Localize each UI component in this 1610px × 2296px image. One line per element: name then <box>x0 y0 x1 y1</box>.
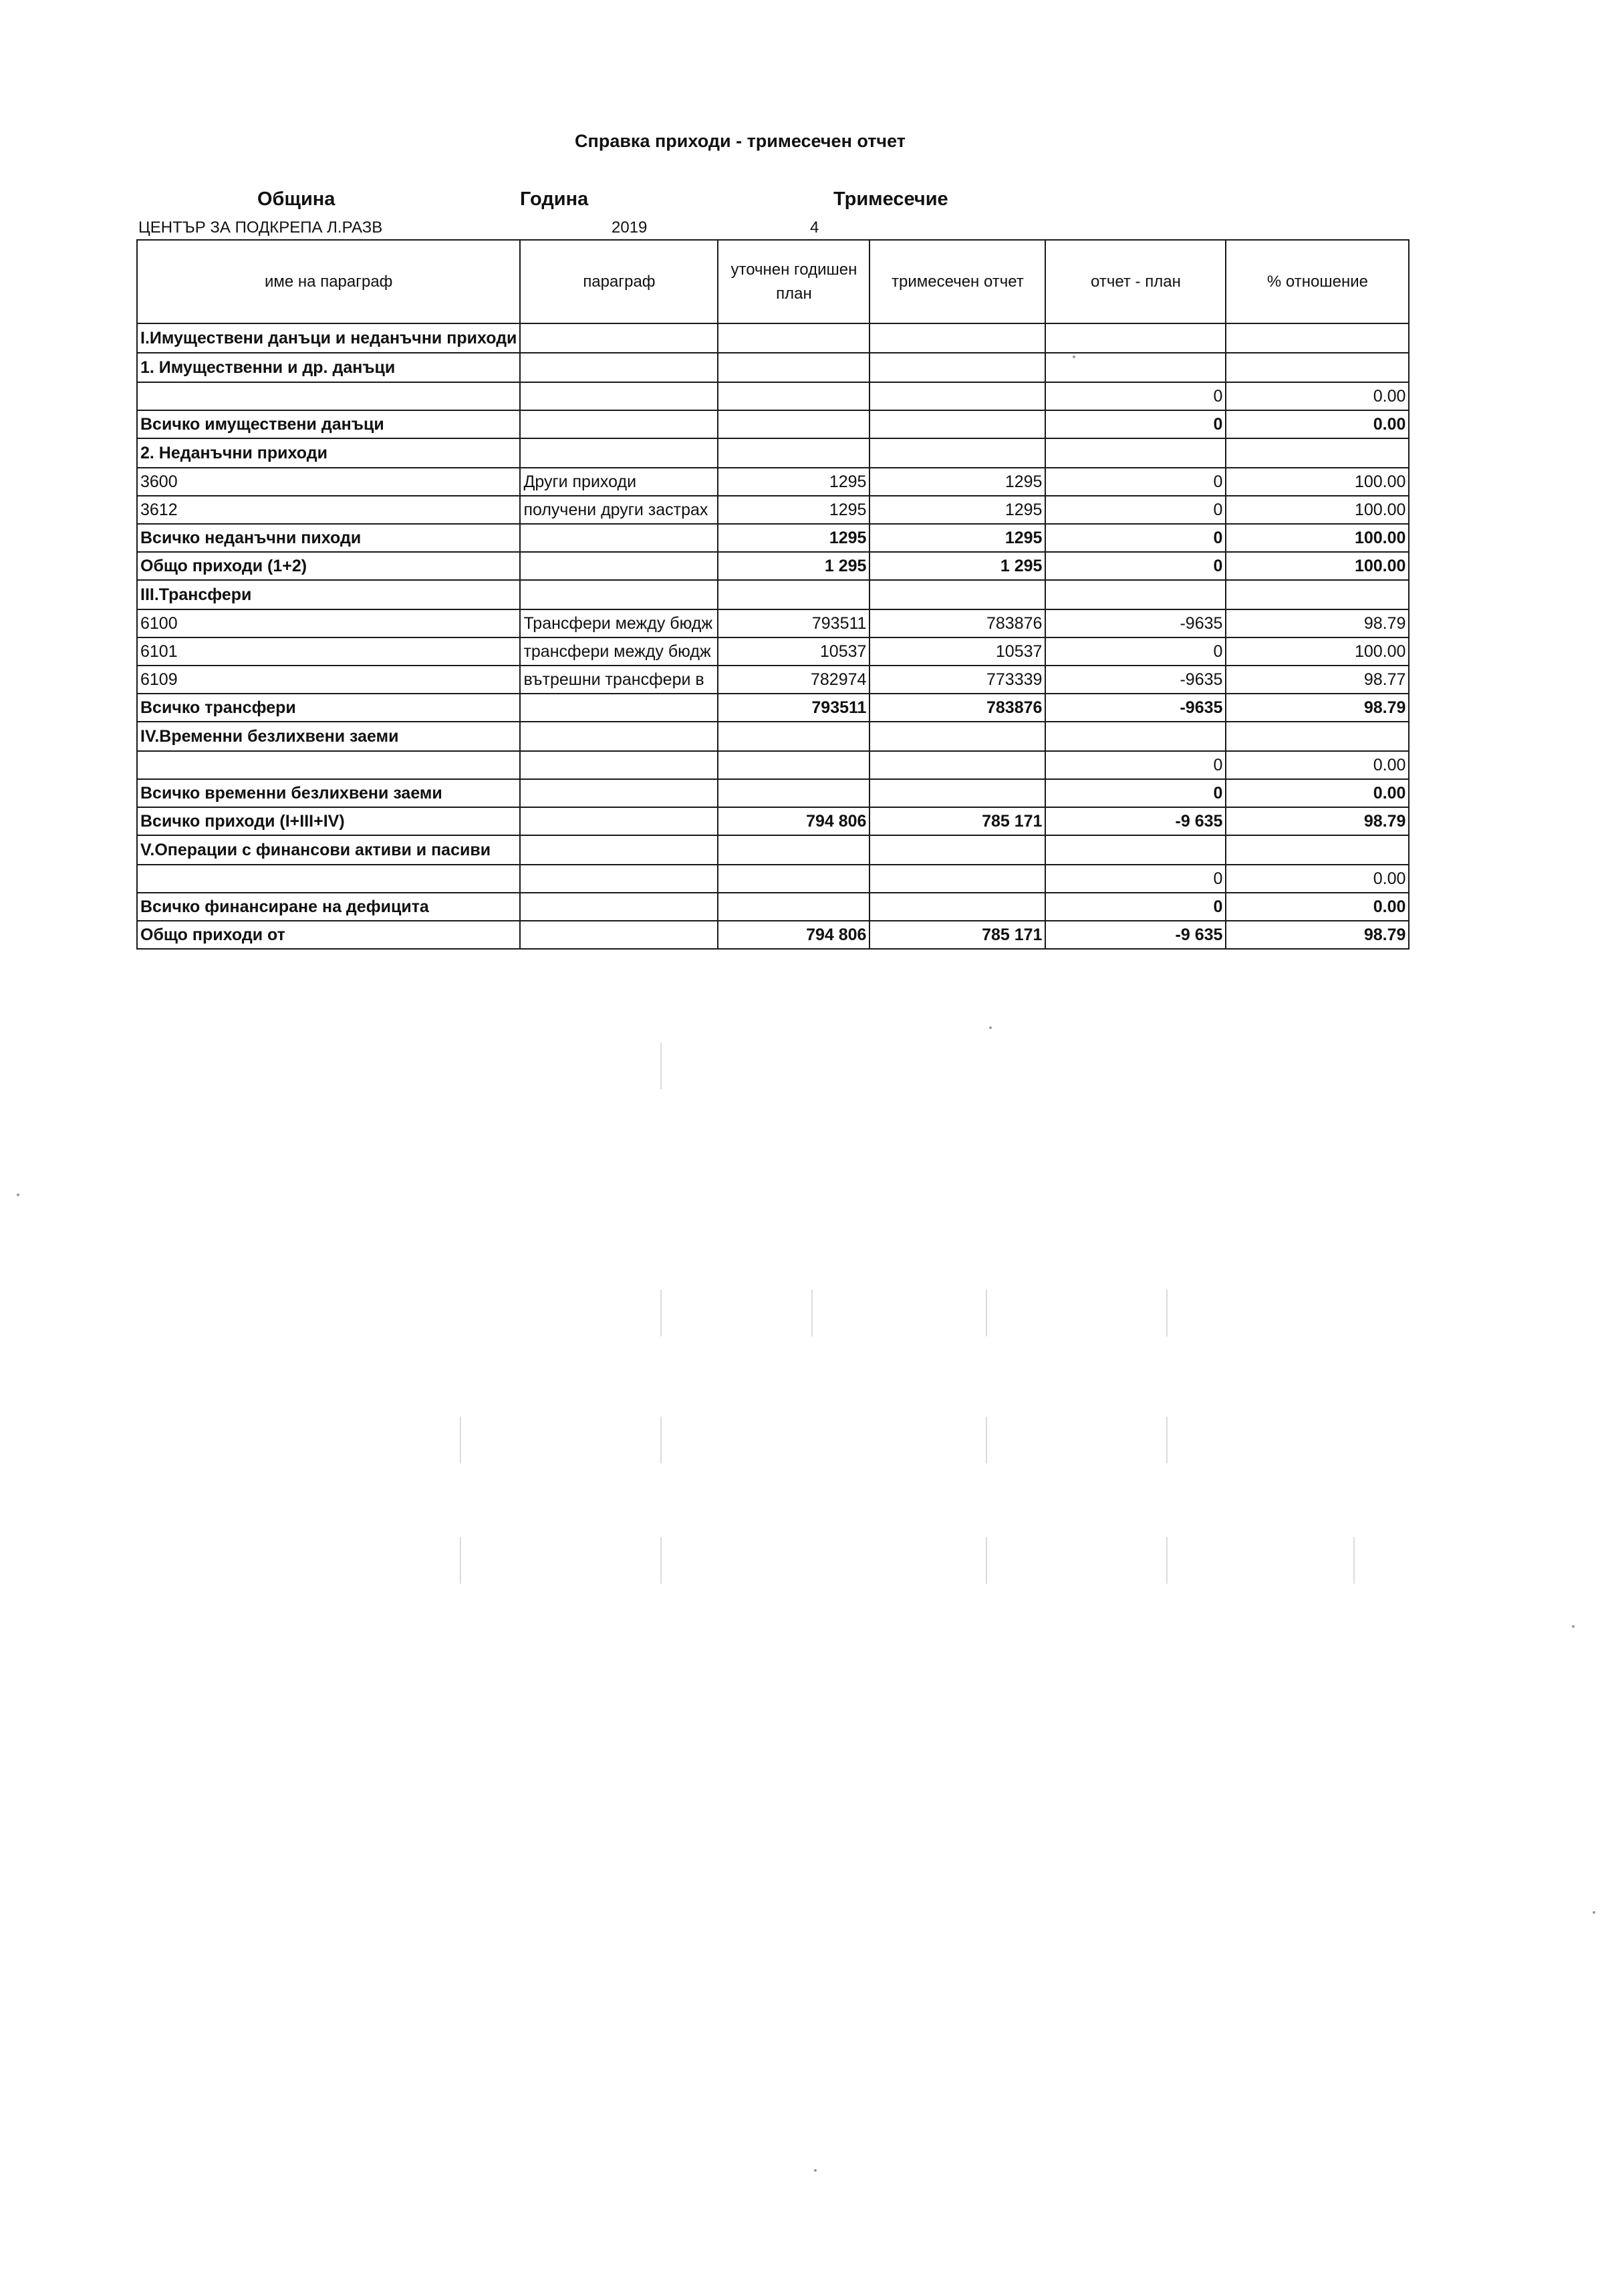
cell-report-minus-plan <box>1045 722 1226 751</box>
cell-quarterly-report: 10537 <box>869 637 1045 666</box>
cell-annual-plan: 793511 <box>718 694 869 722</box>
cell-report-minus-plan: 0 <box>1045 779 1226 807</box>
table-header-row <box>137 240 1409 323</box>
cell-annual-plan <box>718 865 869 893</box>
table-row <box>137 496 1409 524</box>
scan-speck <box>17 1193 19 1196</box>
cell-annual-plan <box>718 580 869 609</box>
cell-quarterly-report: 1295 <box>869 524 1045 552</box>
cell-report-minus-plan: 0 <box>1045 468 1226 496</box>
cell-percent-ratio: 100.00 <box>1226 496 1409 524</box>
cell-report-minus-plan: 0 <box>1045 382 1226 410</box>
cell-percent-ratio: 100.00 <box>1226 552 1409 580</box>
cell-report-minus-plan: 0 <box>1045 524 1226 552</box>
cell-paragraph <box>520 779 718 807</box>
cell-percent-ratio: 98.79 <box>1226 807 1409 835</box>
cell-quarterly-report: 783876 <box>869 694 1045 722</box>
cell-name: III.Трансфери <box>137 580 520 609</box>
bleed-mark <box>460 1417 461 1463</box>
cell-annual-plan <box>718 323 869 353</box>
table-row <box>137 323 1409 353</box>
table-row <box>137 353 1409 382</box>
bleed-mark <box>1166 1537 1168 1584</box>
cell-percent-ratio: 0.00 <box>1226 751 1409 779</box>
bleed-mark <box>986 1537 987 1584</box>
cell-annual-plan <box>718 722 869 751</box>
report-title: Справка приходи - тримесечен отчет <box>575 131 906 151</box>
cell-paragraph <box>520 694 718 722</box>
cell-report-minus-plan <box>1045 580 1226 609</box>
quarter-label: Тримесечие <box>833 188 948 210</box>
table-row <box>137 865 1409 893</box>
cell-percent-ratio: 0.00 <box>1226 779 1409 807</box>
cell-annual-plan: 782974 <box>718 666 869 694</box>
header-quarterly-report: тримесечен отчет <box>869 240 1045 323</box>
cell-annual-plan <box>718 353 869 382</box>
cell-quarterly-report <box>869 751 1045 779</box>
cell-quarterly-report <box>869 382 1045 410</box>
bleed-mark <box>986 1290 987 1336</box>
cell-paragraph <box>520 438 718 468</box>
cell-annual-plan: 10537 <box>718 637 869 666</box>
municipality-value: ЦЕНТЪР ЗА ПОДКРЕПА Л.РАЗВ <box>138 219 383 237</box>
year-label: Година <box>520 188 589 210</box>
cell-annual-plan <box>718 779 869 807</box>
cell-name: Всичко имуществени данъци <box>137 410 520 438</box>
table-row <box>137 410 1409 438</box>
bleed-mark <box>811 1290 813 1336</box>
cell-report-minus-plan: 0 <box>1045 751 1226 779</box>
cell-percent-ratio <box>1226 580 1409 609</box>
cell-annual-plan: 1295 <box>718 468 869 496</box>
cell-annual-plan <box>718 382 869 410</box>
cell-quarterly-report <box>869 722 1045 751</box>
cell-name: 3612 <box>137 496 520 524</box>
cell-report-minus-plan: 0 <box>1045 893 1226 921</box>
cell-paragraph <box>520 524 718 552</box>
table-row <box>137 382 1409 410</box>
cell-name: 2. Неданъчни приходи <box>137 438 520 468</box>
cell-report-minus-plan <box>1045 323 1226 353</box>
cell-percent-ratio: 98.77 <box>1226 666 1409 694</box>
cell-name: 1. Имущественни и др. данъци <box>137 353 520 382</box>
cell-name: I.Имуществени данъци и неданъчни приходи <box>137 323 520 353</box>
cell-report-minus-plan <box>1045 835 1226 865</box>
cell-name <box>137 865 520 893</box>
cell-percent-ratio: 98.79 <box>1226 609 1409 637</box>
municipality-label: Община <box>257 188 336 210</box>
table-row <box>137 552 1409 580</box>
cell-paragraph <box>520 722 718 751</box>
cell-annual-plan <box>718 410 869 438</box>
header-paragraph: параграф <box>520 240 718 323</box>
cell-quarterly-report <box>869 580 1045 609</box>
table-row <box>137 694 1409 722</box>
cell-paragraph <box>520 751 718 779</box>
bleed-mark <box>660 1042 662 1089</box>
bleed-mark <box>986 1417 987 1463</box>
table-row <box>137 779 1409 807</box>
cell-paragraph <box>520 807 718 835</box>
cell-paragraph <box>520 323 718 353</box>
cell-percent-ratio: 100.00 <box>1226 468 1409 496</box>
cell-percent-ratio <box>1226 323 1409 353</box>
cell-quarterly-report <box>869 835 1045 865</box>
cell-name <box>137 751 520 779</box>
table-row <box>137 524 1409 552</box>
cell-annual-plan: 1295 <box>718 496 869 524</box>
cell-name: Всичко приходи (I+III+IV) <box>137 807 520 835</box>
cell-name: Всичко трансфери <box>137 694 520 722</box>
table-row <box>137 666 1409 694</box>
cell-name: 6109 <box>137 666 520 694</box>
cell-name: V.Операции с финансови активи и пасиви <box>137 835 520 865</box>
cell-percent-ratio: 98.79 <box>1226 921 1409 949</box>
cell-percent-ratio: 0.00 <box>1226 893 1409 921</box>
cell-report-minus-plan: 0 <box>1045 637 1226 666</box>
header-percent-ratio: % отношение <box>1226 240 1409 323</box>
table-row <box>137 722 1409 751</box>
cell-percent-ratio <box>1226 353 1409 382</box>
cell-percent-ratio <box>1226 438 1409 468</box>
header-name: име на параграф <box>137 240 520 323</box>
cell-quarterly-report <box>869 353 1045 382</box>
table-row <box>137 438 1409 468</box>
cell-quarterly-report: 1 295 <box>869 552 1045 580</box>
cell-paragraph <box>520 893 718 921</box>
cell-quarterly-report <box>869 438 1045 468</box>
cell-quarterly-report: 1295 <box>869 468 1045 496</box>
bleed-mark <box>1353 1537 1355 1584</box>
cell-report-minus-plan: -9635 <box>1045 609 1226 637</box>
cell-paragraph <box>520 382 718 410</box>
cell-name <box>137 382 520 410</box>
cell-paragraph: трансфери между бюдж <box>520 637 718 666</box>
cell-report-minus-plan: -9 635 <box>1045 921 1226 949</box>
cell-annual-plan: 1295 <box>718 524 869 552</box>
cell-annual-plan <box>718 835 869 865</box>
cell-quarterly-report: 1295 <box>869 496 1045 524</box>
cell-name: Всичко финансиране на дефицита <box>137 893 520 921</box>
cell-quarterly-report: 785 171 <box>869 921 1045 949</box>
table-row <box>137 609 1409 637</box>
quarter-value: 4 <box>810 219 819 237</box>
cell-report-minus-plan: 0 <box>1045 496 1226 524</box>
scan-speck <box>1572 1625 1575 1628</box>
cell-paragraph: Други приходи <box>520 468 718 496</box>
cell-percent-ratio: 0.00 <box>1226 410 1409 438</box>
cell-report-minus-plan: 0 <box>1045 865 1226 893</box>
bleed-mark <box>1166 1417 1168 1463</box>
table-row <box>137 893 1409 921</box>
cell-name: 3600 <box>137 468 520 496</box>
scan-speck <box>1073 355 1075 358</box>
cell-annual-plan: 794 806 <box>718 921 869 949</box>
cell-annual-plan <box>718 438 869 468</box>
scan-speck <box>814 2169 817 2172</box>
table-row <box>137 468 1409 496</box>
cell-paragraph <box>520 865 718 893</box>
cell-paragraph <box>520 580 718 609</box>
scan-speck <box>1593 1911 1595 1914</box>
cell-percent-ratio: 98.79 <box>1226 694 1409 722</box>
cell-percent-ratio: 0.00 <box>1226 865 1409 893</box>
cell-quarterly-report <box>869 323 1045 353</box>
cell-paragraph <box>520 353 718 382</box>
cell-report-minus-plan: -9 635 <box>1045 807 1226 835</box>
table-row <box>137 807 1409 835</box>
cell-percent-ratio: 100.00 <box>1226 524 1409 552</box>
bleed-mark <box>660 1417 662 1463</box>
table-row <box>137 637 1409 666</box>
cell-quarterly-report <box>869 893 1045 921</box>
cell-name: 6100 <box>137 609 520 637</box>
cell-paragraph <box>520 410 718 438</box>
cell-name: Общо приходи от <box>137 921 520 949</box>
cell-quarterly-report: 785 171 <box>869 807 1045 835</box>
cell-paragraph: Трансфери между бюдж <box>520 609 718 637</box>
table-row <box>137 580 1409 609</box>
cell-annual-plan: 1 295 <box>718 552 869 580</box>
revenue-table <box>136 239 1410 950</box>
header-annual-plan: уточнен годишен план <box>718 240 869 323</box>
table-row <box>137 921 1409 949</box>
bleed-mark <box>1166 1290 1168 1336</box>
cell-annual-plan: 793511 <box>718 609 869 637</box>
cell-quarterly-report <box>869 865 1045 893</box>
cell-quarterly-report: 783876 <box>869 609 1045 637</box>
cell-name: 6101 <box>137 637 520 666</box>
cell-name: Общо приходи (1+2) <box>137 552 520 580</box>
bleed-mark <box>460 1537 461 1584</box>
cell-quarterly-report: 773339 <box>869 666 1045 694</box>
header-report-minus-plan: отчет - план <box>1045 240 1226 323</box>
cell-report-minus-plan: -9635 <box>1045 694 1226 722</box>
cell-report-minus-plan: 0 <box>1045 410 1226 438</box>
scan-speck <box>989 1026 992 1029</box>
cell-report-minus-plan: -9635 <box>1045 666 1226 694</box>
cell-quarterly-report <box>869 779 1045 807</box>
year-value: 2019 <box>612 219 648 237</box>
cell-paragraph <box>520 921 718 949</box>
cell-name: Всичко неданъчни пиходи <box>137 524 520 552</box>
cell-report-minus-plan: 0 <box>1045 552 1226 580</box>
cell-name: Всичко временни безлихвени заеми <box>137 779 520 807</box>
cell-quarterly-report <box>869 410 1045 438</box>
cell-annual-plan: 794 806 <box>718 807 869 835</box>
cell-annual-plan <box>718 751 869 779</box>
cell-annual-plan <box>718 893 869 921</box>
cell-paragraph: получени други застрах <box>520 496 718 524</box>
cell-percent-ratio <box>1226 722 1409 751</box>
cell-percent-ratio: 100.00 <box>1226 637 1409 666</box>
cell-percent-ratio: 0.00 <box>1226 382 1409 410</box>
cell-report-minus-plan <box>1045 438 1226 468</box>
table-row <box>137 835 1409 865</box>
bleed-mark <box>660 1537 662 1584</box>
table-row <box>137 751 1409 779</box>
cell-paragraph: вътрешни трансфери в <box>520 666 718 694</box>
cell-paragraph <box>520 552 718 580</box>
cell-percent-ratio <box>1226 835 1409 865</box>
cell-paragraph <box>520 835 718 865</box>
bleed-mark <box>660 1290 662 1336</box>
cell-name: IV.Временни безлихвени заеми <box>137 722 520 751</box>
